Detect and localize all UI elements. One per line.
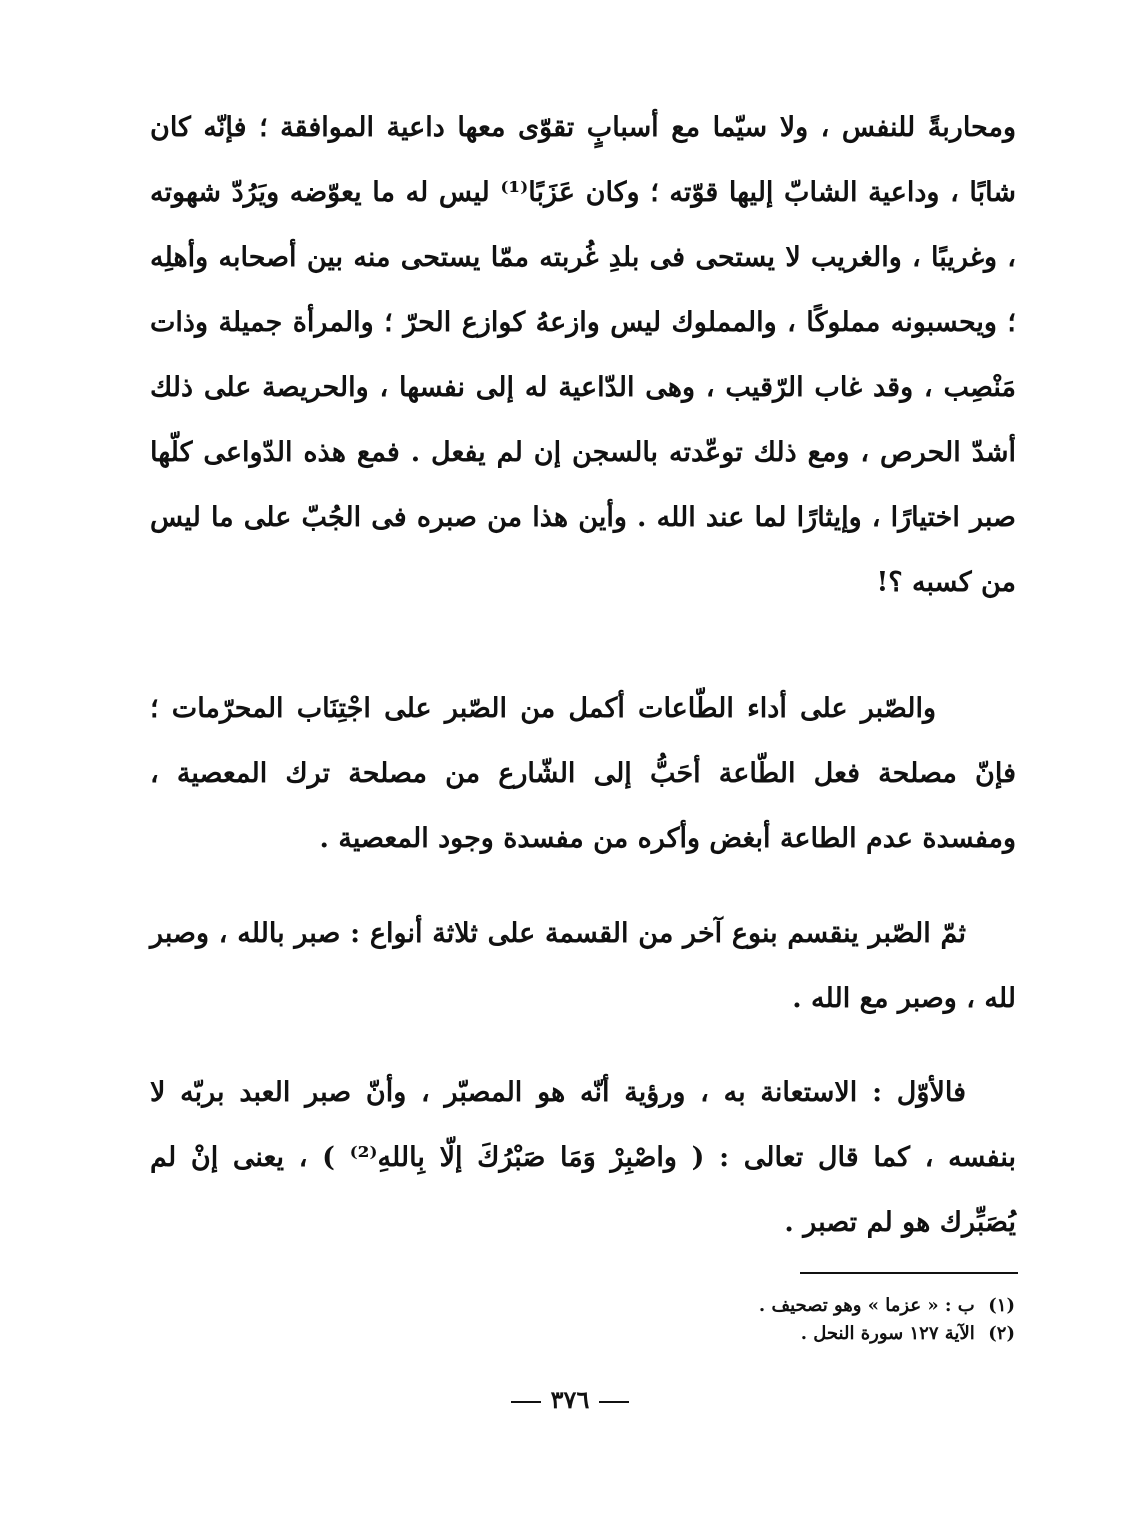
footnote-1 [500, 1292, 1015, 1320]
paragraph-3 [150, 901, 1016, 1031]
paragraph-text: ومحاربةً للنفس ، ولا سيّما مع أسبابٍ تقوّى معها داعية الموافقة ؛ فإنّه كان شابًا ، وداعية الشابّ إليها قوّته ؛ وكان عَزَبًا⁽¹⁾ ليس له ما يعوّضه ويَرُدّ شهوته ، وغريبًا ، والغريب لا يستحى فى بلدِ غُربته ممّا يستحى منه بين أصحابه وأهلِه ؛ ويحسبونه مملوكًا ، والمملوك ليس وازعهُ كوازع الحرّ ؛ والمرأة جميلة وذات مَنْصِب ، وقد غاب الرّقيب ، وهى الدّاعية له إلى نفسها ، والحريصة على ذلك أشدّ الحرص ، ومع ذلك توعّدته بالسجن إن لم يفعل . فمع هذه الدّواعى كلّها صبر اختيارًا ، وإيثارًا لما عند الله . وأين هذا من صبره فى الجُبّ على ما ليس من كسبه ؟! [150, 112, 1016, 598]
footnote-number: (١) [988, 1295, 1015, 1316]
paragraph-text: ثمّ الصّبر ينقسم بنوع آخر من القسمة على ثلاثة أنواع : صبر بالله ، وصبر لله ، وصبر مع الله . [150, 918, 1016, 1014]
footnotes [500, 1292, 1015, 1348]
footnote-text: ب : « عزما » وهو تصحيف . [758, 1295, 975, 1316]
paragraph-1 [150, 95, 1016, 615]
footnote-text: الآية ١٢٧ سورة النحل . [800, 1323, 975, 1344]
footnote-2 [500, 1320, 1015, 1348]
paragraph-text: فالأوّل : الاستعانة به ، ورؤية أنّه هو المصبّر ، وأنّ صبر العبد بربّه لا بنفسه ، كما قال تعالى : ( واصْبِرْ وَمَا صَبْرُكَ إلّا بِاللهِ⁽²⁾ ) ، يعنى إنْ لم يُصَبِّرك هو لم تصبر . [150, 1077, 1016, 1238]
footnote-number: (٢) [988, 1323, 1015, 1344]
page-number-value: ٣٧٦ [550, 1385, 590, 1414]
page-number [470, 1380, 670, 1420]
paragraph-2 [150, 676, 1016, 871]
paragraph-4 [150, 1060, 1016, 1255]
page-number-dash [599, 1401, 629, 1403]
paragraph-text: والصّبر على أداء الطّاعات أكمل من الصّبر على اجْتِنَاب المحرّمات ؛ فإنّ مصلحة فعل الطّاعة أحَبُّ إلى الشّارع من مصلحة ترك المعصية ، ومفسدة عدم الطاعة أبغض وأكره من مفسدة وجود المعصية . [150, 693, 1016, 854]
footnote-divider [800, 1272, 1018, 1274]
page-number-dash [511, 1401, 541, 1403]
